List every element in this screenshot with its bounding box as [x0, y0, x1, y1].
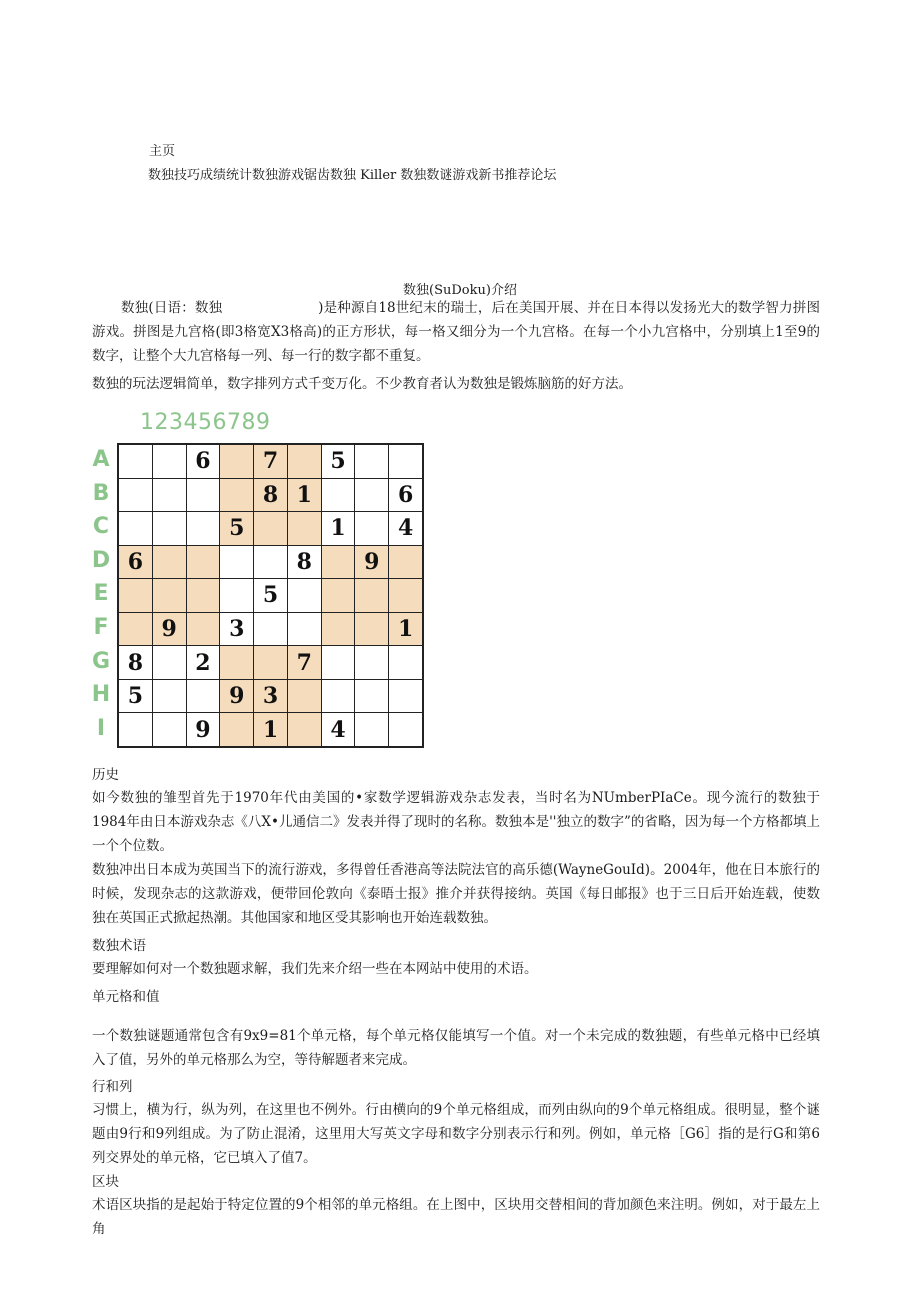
sudoku-cell: 9: [355, 546, 388, 579]
row-label: A: [92, 447, 110, 472]
sudoku-cell: 9: [187, 713, 220, 746]
sudoku-cell: [389, 713, 422, 746]
sudoku-cell: 7: [288, 646, 321, 679]
terms-heading: 数独术语: [92, 938, 146, 954]
sudoku-cell: [355, 479, 388, 512]
sudoku-cell: [288, 713, 321, 746]
sudoku-cell: [355, 579, 388, 612]
sudoku-cell: [355, 613, 388, 646]
sudoku-cell: 8: [254, 479, 287, 512]
sudoku-cell: 7: [254, 445, 287, 478]
history-heading: 历史: [92, 767, 119, 783]
terms-paragraph: 要理解如何对一个数独题求解，我们先来介绍一些在本网站中使用的术语。: [92, 961, 538, 977]
sudoku-cell: [153, 512, 186, 545]
sudoku-cell: 3: [254, 680, 287, 713]
history-paragraph-2: 数独冲出日本成为英国当下的流行游戏，多得曾任香港高等法院法官的高乐德(WayneGouId)。2004年，他在日本旅行的时候，发现杂志的这款游戏，便带回伦敦向《泰晤士报》推介并获得接纳。英国《每日邮报》也于三日后开始连载，使数独在英国正式掀起热潮。其他国家和地区受其影响也开始连载数独。: [92, 862, 820, 926]
sudoku-cell: [220, 646, 253, 679]
sudoku-cell: [389, 579, 422, 612]
sudoku-cell: 4: [322, 713, 355, 746]
sudoku-cell: [254, 512, 287, 545]
row-label: B: [92, 480, 110, 506]
sudoku-cell: [153, 479, 186, 512]
sudoku-cell: [389, 680, 422, 713]
sudoku-cell: 5: [220, 512, 253, 545]
sudoku-cell: [153, 445, 186, 478]
sudoku-cell: [389, 546, 422, 579]
block-heading: 区块: [92, 1174, 119, 1190]
sudoku-cell: [153, 546, 186, 579]
cells-paragraph: 一个数独谜题通常包含有9x9=81个单元格，每个单元格仅能填写一个值。对一个未完成的数独题，有些单元格中已经填入了值，另外的单元格那么为空，等待解题者来完成。: [92, 1028, 820, 1068]
row-label: C: [92, 514, 110, 540]
sudoku-cell: [322, 646, 355, 679]
sudoku-cell: [355, 512, 388, 545]
sudoku-cell: [322, 680, 355, 713]
sudoku-cell: [187, 512, 220, 545]
intro-paragraph-2: 数独的玩法逻辑简单，数字排列方式千变万化。不少教育者认为数独是锻炼脑筋的好方法。: [92, 376, 632, 392]
sudoku-cell: [389, 445, 422, 478]
nav-home-link[interactable]: 主页: [149, 144, 176, 159]
sudoku-cell: 6: [389, 479, 422, 512]
sudoku-cell: [220, 479, 253, 512]
sudoku-cell: [119, 479, 152, 512]
cells-heading: 单元格和值: [92, 989, 160, 1005]
sudoku-cell: [187, 613, 220, 646]
sudoku-cell: [153, 680, 186, 713]
sudoku-cell: [119, 445, 152, 478]
sudoku-cell: [119, 579, 152, 612]
row-label: H: [91, 682, 111, 708]
sudoku-cell: [389, 646, 422, 679]
sudoku-cell: [254, 646, 287, 679]
sudoku-cell: [355, 445, 388, 478]
row-label: E: [93, 581, 109, 607]
sudoku-cell: [187, 546, 220, 579]
sudoku-cell: 5: [119, 680, 152, 713]
sudoku-cell: 9: [220, 680, 253, 713]
nav-links-bar[interactable]: 数独技巧成绩统计数独游戏锯齿数独 Killer 数独数谜游戏新书推荐论坛: [148, 168, 557, 183]
sudoku-cell: [153, 579, 186, 612]
sudoku-cell: 1: [254, 713, 287, 746]
sudoku-cell: [254, 546, 287, 579]
sudoku-cell: 9: [153, 613, 186, 646]
sudoku-cell: [153, 713, 186, 746]
sudoku-cell: [220, 579, 253, 612]
sudoku-cell: [220, 445, 253, 478]
sudoku-row-labels: [88, 443, 114, 745]
row-label: D: [91, 547, 111, 573]
row-label: F: [93, 614, 109, 640]
sudoku-cell: 8: [119, 646, 152, 679]
sudoku-cell: [288, 579, 321, 612]
rowcol-paragraph: 习惯上，横为行，纵为列，在这里也不例外。行由横向的9个单元格组成，而列由纵向的9个单元格组成。很明显，整个谜题由9行和9列组成。为了防止混淆，这里用大写英文字母和数字分别表示行和列。例如，单元格［G6］指的是行G和第6列交界处的单元格，它已填入了值7。: [92, 1102, 820, 1166]
sudoku-cell: 8: [288, 546, 321, 579]
sudoku-cell: [220, 713, 253, 746]
history-paragraph-1: 如今数独的雏型首先于1970年代由美国的•家数学逻辑游戏杂志发表，当时名为NUmberPIaCe。现今流行的数独于1984年由日本游戏杂志《八X•儿通信二》发表并得了现时的名称。数独本是''独立的数字”的省略，因为每一个方格都填上一个个位数。: [92, 790, 820, 854]
sudoku-cell: [187, 579, 220, 612]
sudoku-cell: 5: [254, 579, 287, 612]
sudoku-cell: [322, 579, 355, 612]
sudoku-cell: [254, 613, 287, 646]
sudoku-cell: [119, 512, 152, 545]
sudoku-cell: 6: [187, 445, 220, 478]
block-paragraph: 术语区块指的是起始于特定位置的9个相邻的单元格组。在上图中，区块用交替相间的背加颜色来注明。例如，对于最左上角: [92, 1197, 820, 1237]
sudoku-cell: [288, 680, 321, 713]
sudoku-cell: 5: [322, 445, 355, 478]
sudoku-cell: [119, 613, 152, 646]
sudoku-cell: [187, 479, 220, 512]
rowcol-heading: 行和列: [92, 1079, 133, 1095]
sudoku-cell: 4: [389, 512, 422, 545]
sudoku-cell: [322, 613, 355, 646]
sudoku-cell: 6: [119, 546, 152, 579]
sudoku-cell: 1: [322, 512, 355, 545]
sudoku-cell: [288, 512, 321, 545]
row-label: G: [91, 648, 111, 674]
sudoku-column-labels: 123456789: [140, 410, 271, 435]
sudoku-grid: [117, 443, 424, 748]
sudoku-cell: [220, 546, 253, 579]
sudoku-cell: 2: [187, 646, 220, 679]
sudoku-cell: [355, 680, 388, 713]
sudoku-cell: [288, 445, 321, 478]
sudoku-cell: [322, 479, 355, 512]
row-label: I: [96, 715, 106, 741]
sudoku-cell: 1: [389, 613, 422, 646]
sudoku-cell: [322, 546, 355, 579]
sudoku-cell: [288, 613, 321, 646]
sudoku-cell: 3: [220, 613, 253, 646]
sudoku-cell: 1: [288, 479, 321, 512]
sudoku-cell: [119, 713, 152, 746]
sudoku-cell: [355, 646, 388, 679]
sudoku-cell: [355, 713, 388, 746]
intro-paragraph-1: 数独(日语：数独 )是种源自18世纪末的瑞士，后在美国开展、并在日本得以发扬光大的数学智力拼图游戏。拼图是九宫格(即3格宽X3格高)的正方形状，每一格又细分为一个九宫格。在每一个小九宫格中，分别填上1至9的数字，让整个大九宫格每一列、每一行的数字都不重复。: [92, 300, 820, 364]
sudoku-cell: [187, 680, 220, 713]
sudoku-cell: [153, 646, 186, 679]
page-title: 数独(SuDoku)介绍: [403, 283, 517, 298]
